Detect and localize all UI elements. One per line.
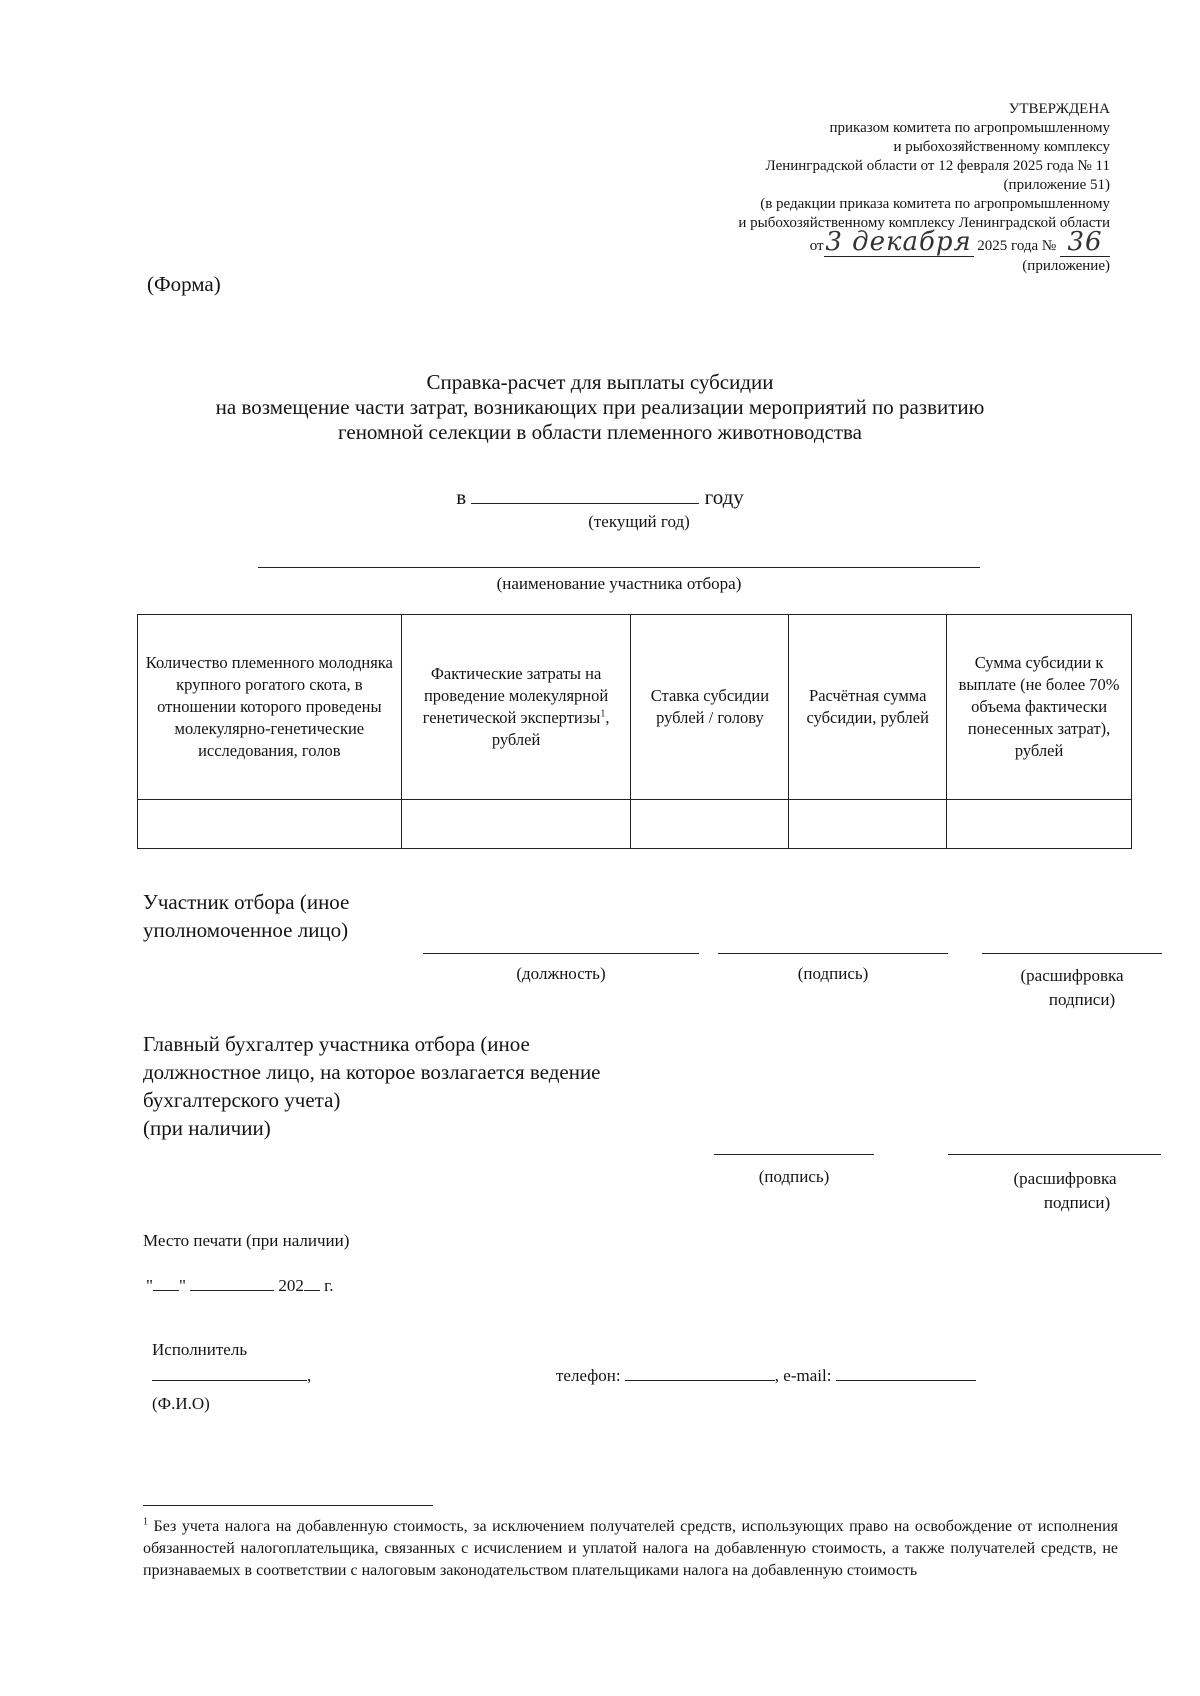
date-year-blank[interactable] <box>304 1290 320 1291</box>
table-cell[interactable] <box>789 800 947 849</box>
accountant-signature-line[interactable] <box>714 1154 874 1155</box>
executor-fio-blank[interactable] <box>152 1380 307 1381</box>
table-row <box>138 800 1132 849</box>
table-cell[interactable] <box>138 800 402 849</box>
table-cell[interactable] <box>631 800 789 849</box>
signing-date: " " 202 г. <box>146 1276 334 1295</box>
year-caption: (текущий год) <box>588 512 690 531</box>
phone-blank[interactable] <box>625 1380 775 1381</box>
approval-line: и рыбохозяйственному комплексу Ленинградской области <box>738 215 1110 231</box>
phone-label: телефон: <box>556 1366 621 1385</box>
approval-line: (приложение 51) <box>1003 177 1110 193</box>
handwritten-date: 3 декабря <box>825 227 972 257</box>
executor-contacts <box>556 1366 976 1386</box>
handwritten-number: 36 <box>1060 233 1110 257</box>
date-month-blank[interactable] <box>190 1290 274 1291</box>
accountant-decode-caption: (расшифровка подписи) <box>1013 1169 1117 1212</box>
footnote-text: Без учета налога на добавленную стоимость, за исключением получателей средств, использующих право на освобождение от исполнения обязанностей налогоплательщика, связанных с исчислением и уплатой налога на добавленную стоимость, а также получателей средств, не признаваемых в соответствии с налоговым законодательством плательщиками налога на добавленную стоимость <box>143 1518 1119 1579</box>
participant-caption: (наименование участника отбора) <box>496 574 742 593</box>
email-blank[interactable] <box>836 1380 976 1381</box>
executor-label: Исполнитель <box>152 1340 248 1359</box>
participant-name-line[interactable] <box>258 567 980 568</box>
table-cell[interactable] <box>947 800 1132 849</box>
document-title <box>0 370 1200 445</box>
approval-line: и рыбохозяйственному комплексу <box>893 139 1110 155</box>
table-header-cell: Расчётная сумма субсидии, рублей <box>789 615 947 800</box>
signature-line[interactable] <box>718 953 948 954</box>
table-header-cell: Ставка субсидии рублей / голову <box>631 615 789 800</box>
decode-line[interactable] <box>982 953 1162 954</box>
footnote-separator <box>143 1505 433 1506</box>
approval-line: (в редакции приказа комитета по агропромышленному <box>760 196 1110 212</box>
footnote <box>143 1516 1118 1582</box>
footnote-marker: 1 <box>600 708 606 720</box>
position-caption: (должность) <box>516 964 606 983</box>
table-header-cell: Фактические затраты на проведение молекулярной генетической экспертизы$^1$, рублей <box>401 615 631 800</box>
year-blank[interactable] <box>471 503 699 504</box>
year-line <box>0 485 1200 510</box>
decode-caption: (расшифровка подписи) <box>1020 966 1124 1009</box>
table-header-cell: Количество племенного молодняка крупного рогатого скота, в отношении которого проведены молекулярно-генетические исследования, голов <box>138 615 402 800</box>
signature-caption: (подпись) <box>797 964 869 983</box>
email-label: , e-mail: <box>774 1366 832 1385</box>
approval-line: Ленинградской области от 12 февраля 2025 года № 11 <box>765 158 1110 174</box>
accountant-signer-label: Главный бухгалтер участника отбора (иное должностное лицо, на которое возлагается ведение бухгалтерского учета) (при наличии) <box>143 1032 601 1140</box>
approval-year: 2025 года № <box>977 238 1057 254</box>
title-line: на возмещение части затрат, возникающих при реализации мероприятий по развитию <box>215 395 985 419</box>
approval-heading: УТВЕРЖДЕНА <box>1008 101 1110 117</box>
stamp-place-label: Место печати (при наличии) <box>143 1231 350 1250</box>
title-line: Справка-расчет для выплаты субсидии <box>426 370 774 394</box>
year-suffix: году <box>704 485 744 509</box>
form-label: (Форма) <box>147 272 221 296</box>
executor-fio-field: , <box>152 1366 311 1386</box>
table-cell[interactable] <box>401 800 631 849</box>
footnote-marker: 1 <box>143 1516 148 1528</box>
table-header-row <box>138 615 1132 800</box>
accountant-signature-caption: (подпись) <box>758 1167 830 1186</box>
date-day-blank[interactable] <box>153 1290 179 1291</box>
table-header-cell: Сумма субсидии к выплате (не более 70% объема фактически понесенных затрат), рублей <box>947 615 1132 800</box>
year-prefix: в <box>456 485 467 509</box>
approval-line: приказом комитета по агропромышленному <box>829 120 1110 136</box>
approval-block <box>738 100 1110 276</box>
approval-date-prefix: от <box>809 238 824 254</box>
accountant-decode-line[interactable] <box>948 1154 1161 1155</box>
approval-amendment-date <box>738 227 1110 257</box>
calculation-table <box>137 614 1132 849</box>
title-line: геномной селекции в области племенного животноводства <box>338 420 862 444</box>
participant-signer-label: Участник отбора (иное уполномоченное лицо) <box>143 890 350 942</box>
executor-fio-caption: (Ф.И.О) <box>152 1394 210 1413</box>
position-line[interactable] <box>423 953 699 954</box>
approval-line: (приложение) <box>1022 258 1110 274</box>
